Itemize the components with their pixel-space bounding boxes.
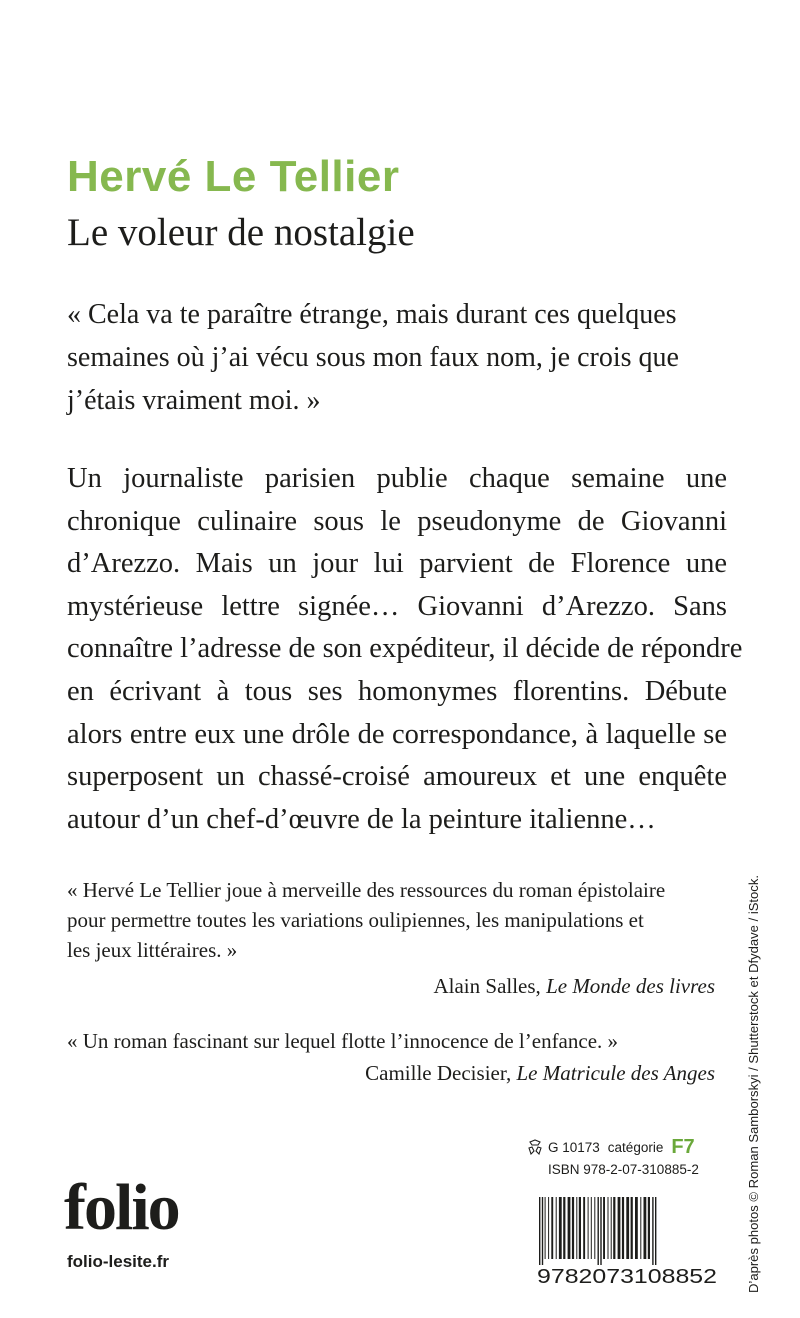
folio-logo: folio [64,1171,179,1244]
review-line: les jeux littéraires. » [67,938,238,962]
synopsis-line: d’Arezzo. Mais un jour lui parvient de Florence une [67,548,727,580]
photo-credit-text: D’après photos © Roman Samborskyi / Shutterstock et Dfydave / iStock. [747,892,761,1293]
review-source: Le Matricule des Anges [516,1061,715,1085]
codes-block [528,1135,718,1181]
barcode [535,1195,720,1285]
barcode-bar [622,1197,624,1259]
barcode-bar [542,1197,543,1265]
quote-line: semaines où j’ai vécu sous mon faux nom, je crois que [67,342,679,373]
synopsis-line: connaître l’adresse de son expéditeur, il décide de répondre [67,633,743,665]
barcode-bar [640,1197,641,1259]
review-line: pour permettre toutes les variations oulipiennes, les manipulations et [67,908,644,932]
synopsis-line: mystérieuse lettre signée… Giovanni d’Arezzo. Sans [67,590,727,622]
barcode-bar [576,1197,577,1259]
barcode-bars [539,1197,656,1265]
g-code: G 10173 [548,1139,600,1155]
barcode-bar [618,1197,621,1259]
barcode-bar [548,1197,549,1259]
barcode-bar [594,1197,595,1259]
publisher-website[interactable]: folio-lesite.fr [67,1252,170,1271]
barcode-bar [644,1197,647,1259]
synopsis [67,458,743,841]
barcode-bar [539,1197,540,1265]
barcode-bar [613,1197,615,1259]
barcode-bar [588,1197,589,1259]
barcode-bar [591,1197,592,1259]
critic-name: Alain Salles, [433,974,547,998]
barcode-bar [563,1197,565,1259]
review-attribution [67,971,715,1001]
critic-name: Camille Decisier, [365,1061,517,1085]
synopsis-line: en écrivant à tous ses homonymes florentins. Débute [67,675,727,707]
isbn: ISBN 978-2-07-310885-2 [548,1162,699,1177]
quote-line: « Cela va te paraître étrange, mais durant ces quelques [67,299,677,330]
review-source: Le Monde des livres [546,974,715,998]
category-line [528,1135,718,1159]
synopsis-line: chronique culinaire sous le pseudonyme de Giovanni [67,505,727,537]
barcode-bar [556,1197,557,1259]
barcode-bar [648,1197,650,1259]
press-review-2 [67,1026,715,1088]
synopsis-line: superposent un chassé-croisé amoureux et une enquête [67,761,727,793]
barcode-bar [635,1197,638,1259]
author-name: Hervé Le Tellier [67,152,400,201]
review-line: « Un roman fascinant sur lequel flotte l’innocence de l’enfance. » [67,1029,619,1053]
synopsis-line: autour d’un chef-d’œuvre de la peinture italienne… [67,803,656,835]
barcode-bar [600,1197,601,1265]
barcode-bar [551,1197,553,1259]
quote-line: j’étais vraiment moi. » [67,385,321,416]
barcode-bar [579,1197,581,1259]
review-attribution [67,1058,715,1088]
recycle-icon [528,1139,542,1155]
barcode-bar [559,1197,562,1259]
barcode-bar [611,1197,612,1259]
barcode-bar [626,1197,629,1259]
category-code: F7 [671,1135,695,1158]
photo-credit [733,875,773,1295]
review-line: « Hervé Le Tellier joue à merveille des ressources du roman épistolaire [67,878,666,902]
barcode-bar [655,1197,656,1265]
barcode-bar [603,1197,605,1259]
barcode-bar [608,1197,609,1259]
barcode-bar [631,1197,633,1259]
barcode-bar [583,1197,585,1259]
category-label: catégorie [607,1139,664,1155]
barcode-bar [568,1197,571,1259]
barcode-digits: 9782073108852 [537,1266,717,1285]
synopsis-line: Un journaliste parisien publie chaque semaine une [67,463,727,494]
press-review-1 [67,875,715,1001]
book-title: Le voleur de nostalgie [67,211,415,254]
barcode-bar [572,1197,574,1259]
barcode-bar [652,1197,653,1265]
synopsis-line: alors entre eux une drôle de correspondance, à laquelle se [67,718,727,750]
barcode-bar [598,1197,599,1265]
barcode-bar [545,1197,546,1259]
opening-quote [67,293,727,422]
